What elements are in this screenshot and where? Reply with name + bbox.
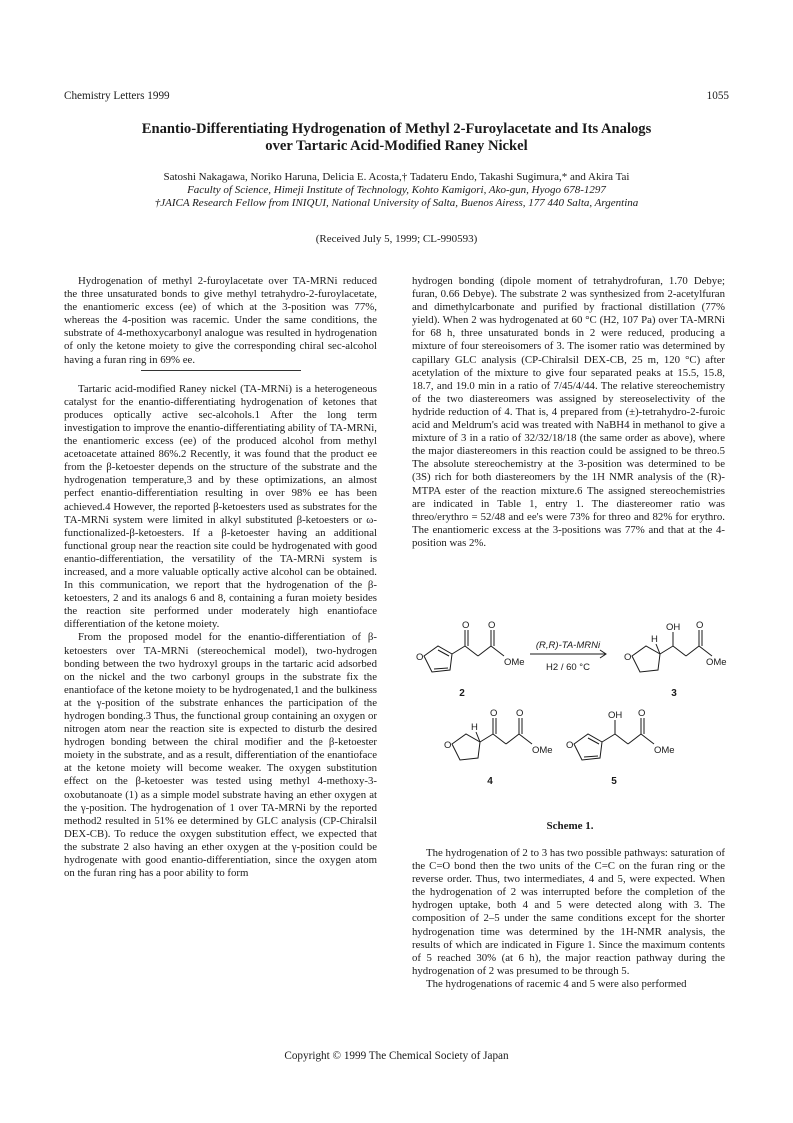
affiliation-1: Faculty of Science, Himeji Institute of Technology, Kohto Kamigori, Ako-gun, Hyogo 678-1297	[187, 184, 606, 197]
reagent-bottom: H2 / 60 °C	[546, 662, 590, 673]
bond	[660, 646, 673, 654]
atom-label: O	[444, 740, 452, 751]
atom-label: OMe	[504, 657, 525, 668]
atom-label: O	[416, 652, 424, 663]
thf-ring-3	[632, 646, 660, 672]
bond	[602, 734, 615, 742]
atom-label: H	[651, 634, 658, 645]
bond	[686, 646, 699, 656]
bond	[452, 646, 465, 654]
compound-label-5: 5	[611, 776, 617, 787]
atom-label: O	[638, 708, 646, 719]
copyright-footer: Copyright © 1999 The Chemical Society of Japan	[284, 1050, 509, 1062]
atom-label: H	[471, 722, 478, 733]
atom-label: O	[696, 620, 704, 631]
body-paragraph-1: Tartaric acid-modified Raney nickel (TA-MRNi) is a heterogeneous catalyst for the enantio-differentiating hydrogenation of ketones that produces optically active sec-alcohols.1 After the long term investigation to improve the enantio-differentiating ability of TA-MRNi, the enantiomeric excess (ee) of the produced alcohol from methyl acetoacetate attained 86%.2 Recently, it was found that the product ee from the β-ketoester depends on the structure of the substrate and the hydrogenation temperature,3 and by these optimizations, an almost perfect enantio-differentiation resulting in over 98% ee has been achieved.4 However, the reported β-ketoesters used as substrates for the TA-MRNi system were limited in alkyl substituted β-ketoesters or ω-functionalized-β-ketoesters. If a β-ketoester having an additional functional group near the reaction site could be hydrogenated with good enantio-differentiation, the versatility of the TA-MRNi system is increased, and a more valuable optically active alcohol can be obtained. In this communication, we report that the hydrogenation of the β-ketoesters, 2 and its analogs 6 and 8, containing a furan moiety besides the reaction site performed under moderately high enantioface differentiation of the ketone moiety.	[64, 382, 377, 631]
body-paragraph-2: From the proposed model for the enantio-differentiation of β-ketoesters over TA-MRNi (stereochemical model), two-hydrogen bonding between the two hydroxyl groups in the tartaric acid adsorbed on the nickel and the two carbonyl groups in the substrate fix the enantioface of the ketone moiety to be hydrogenated,1 and the bulkiness at the γ-position of the substrate enhances the participation of the hydrogen bonding.3 Thus, the functional group containing an oxygen or nitrogen atom near the reaction site is expected to disturb the desired hydrogen bonding between the chiral modifier and the β-ketoester moiety in the substrate, and as a result, differentiation of the enantioface at the ketone moiety will become weaker. The oxygen substitution effect on the β-ketoester was tested using methyl 4-methoxy-3-oxobutanoate (1) as a simple model substrate having an ether oxygen at the γ-position. The hydrogenation of 1 over TA-MRNi by the reported method2 resulted in 51% ee determined by GLC analysis (CP-Chiralsil DEX-CB). To reduce the oxygen substitution effect, we expected that the substrate 2 also having an ether oxygen at the γ-position could be hydrogenate with good enantio-differentiation, since the oxygen atom on the furan ring has a poor ability to form	[64, 631, 377, 880]
compound-label-4: 4	[487, 776, 493, 787]
body-paragraph-5: The hydrogenations of racemic 4 and 5 were also performed	[426, 977, 687, 990]
article-title	[60, 121, 733, 155]
bond	[641, 734, 654, 744]
left-column	[64, 275, 377, 880]
bond	[628, 734, 641, 744]
reagent-top: (R,R)-TA-MRNi	[535, 640, 601, 651]
bond	[478, 646, 491, 656]
right-column-bottom	[412, 847, 725, 991]
double-bond	[584, 756, 598, 757]
received-date: (Received July 5, 1999; CL-990593)	[315, 233, 478, 245]
bond	[491, 646, 504, 656]
page-number: 1055	[706, 90, 729, 102]
body-paragraph-3: hydrogen bonding (dipole moment of tetrahydrofuran, 1.70 Debye; furan, 0.66 Debye). The substrate 2 was synthesized from 2-acetylfuran and dimethylcarbonate and purified by fractional distillation (77% yield). When 2 was hydrogenated at 60 °C (H2, 107 Pa) over TA-MRNi for 68 h, three unsaturated bonds in 2 were reduced, producing a mixture of four stereoisomers of 3. The isomer ratio was determined by capillary GLC analysis (CP-Chiralsil DEX-CB, 25 m, 120 °C) after acetylation of the mixture to give four separated peaks at 15.5, 15.8, 18.7, and 19.0 min in a ratio of 7/45/4/44. The relative stereochemistry of the two diastereomers was assigned by stereoselectivity of the hydride reduction of 4. That is, 4 prepared from (±)-tetrahydro-2-furoic acid and Meldrum's acid was treated with NaBH4 in methanol to give a mixture of 3 in a ratio of 32/32/18/18 (the same order as above), where the major diastereomers in this reaction could be assigned to be threo.5 The absolute stereochemistry at the 3-position was determined to be (3S) rich for both diastereomers by the 1H NMR analysis of the (R)-MTPA ester of the reaction mixture.6 The assigned stereochemistries are indicated in Table 1, entry 1. The diastereomer ratio was threo/erythro = 52/48 and ee's were 73% for threo and 82% for erythro. The enantiomeric excess at the 3-positions was 77% and that at the 4-position was 2%.	[412, 275, 725, 549]
atom-label: O	[566, 740, 574, 751]
bond	[506, 734, 519, 744]
atom-label: OMe	[532, 745, 553, 756]
abstract-divider	[141, 370, 301, 371]
journal-name: Chemistry Letters 1999	[64, 90, 170, 102]
bond	[519, 734, 532, 744]
bond	[615, 734, 628, 744]
atom-label: O	[462, 620, 470, 631]
author-names: Satoshi Nakagawa, Noriko Haruna, Delicia E. Acosta,† Tadateru Endo, Takashi Sugimura,* and Akira Tai	[163, 171, 630, 183]
atom-label: OH	[608, 710, 623, 721]
affiliation-2: †JAICA Research Fellow from INIQUI, National University of Salta, Buenos Airess, 177 440 Salta, Argentina	[154, 197, 639, 210]
title-line-1: Enantio-Differentiating Hydrogenation of Methyl 2-Furoylacetate and Its Analogs	[141, 121, 652, 137]
thf-ring-4	[452, 734, 480, 760]
abstract: Hydrogenation of methyl 2-furoylacetate over TA-MRNi reduced the three unsaturated bonds to give methyl tetrahydro-2-furoylacetate, the enantiomeric excess (ee) of which at the 3-position was 77%, whereas the 4-position was racemic. Under the same conditions, the substrate of 4-methoxycarbonyl analogue was resulted in hydrogenation of only the ketone moiety to give the corresponding chiral sec-alcohol having a furan ring in 69% ee.	[64, 275, 377, 366]
bond	[673, 646, 686, 656]
atom-label: O	[488, 620, 496, 631]
bond	[480, 734, 493, 742]
atom-label: OMe	[654, 745, 675, 756]
atom-label: O	[624, 652, 632, 663]
compound-label-2: 2	[459, 688, 465, 699]
compound-label-3: 3	[671, 688, 677, 699]
title-line-2: over Tartaric Acid-Modified Raney Nickel	[265, 138, 528, 154]
body-paragraph-4: The hydrogenation of 2 to 3 has two possible pathways: saturation of the C=O bond then the two units of the C=C on the furan ring or the reverse order. Thus, two intermediates, 4 and 5, were expected. When the hydrogenation of 2 was interrupted before the completion of the hydrogen uptake, both 4 and 5 were detected along with 3. The composition of 2–5 under the same conditions except for the shorter hydrogenation time was determined by the 1H-NMR analysis, the results of which are indicated in Figure 1. Since the maximum contents of 5 reached 30% (at 6 h), the major reaction pathway during the hydrogenation of 2 was presumed to be through 5.	[412, 847, 725, 977]
double-bond	[434, 668, 448, 669]
atom-label: O	[516, 708, 524, 719]
bond	[699, 646, 712, 656]
author-block	[60, 171, 733, 211]
atom-label: O	[490, 708, 498, 719]
atom-label: OMe	[706, 657, 727, 668]
bond	[465, 646, 478, 656]
scheme-1-figure	[410, 616, 730, 836]
bond	[493, 734, 506, 744]
atom-label: OH	[666, 622, 681, 633]
right-column-top	[412, 275, 725, 550]
scheme-caption: Scheme 1.	[546, 820, 594, 832]
